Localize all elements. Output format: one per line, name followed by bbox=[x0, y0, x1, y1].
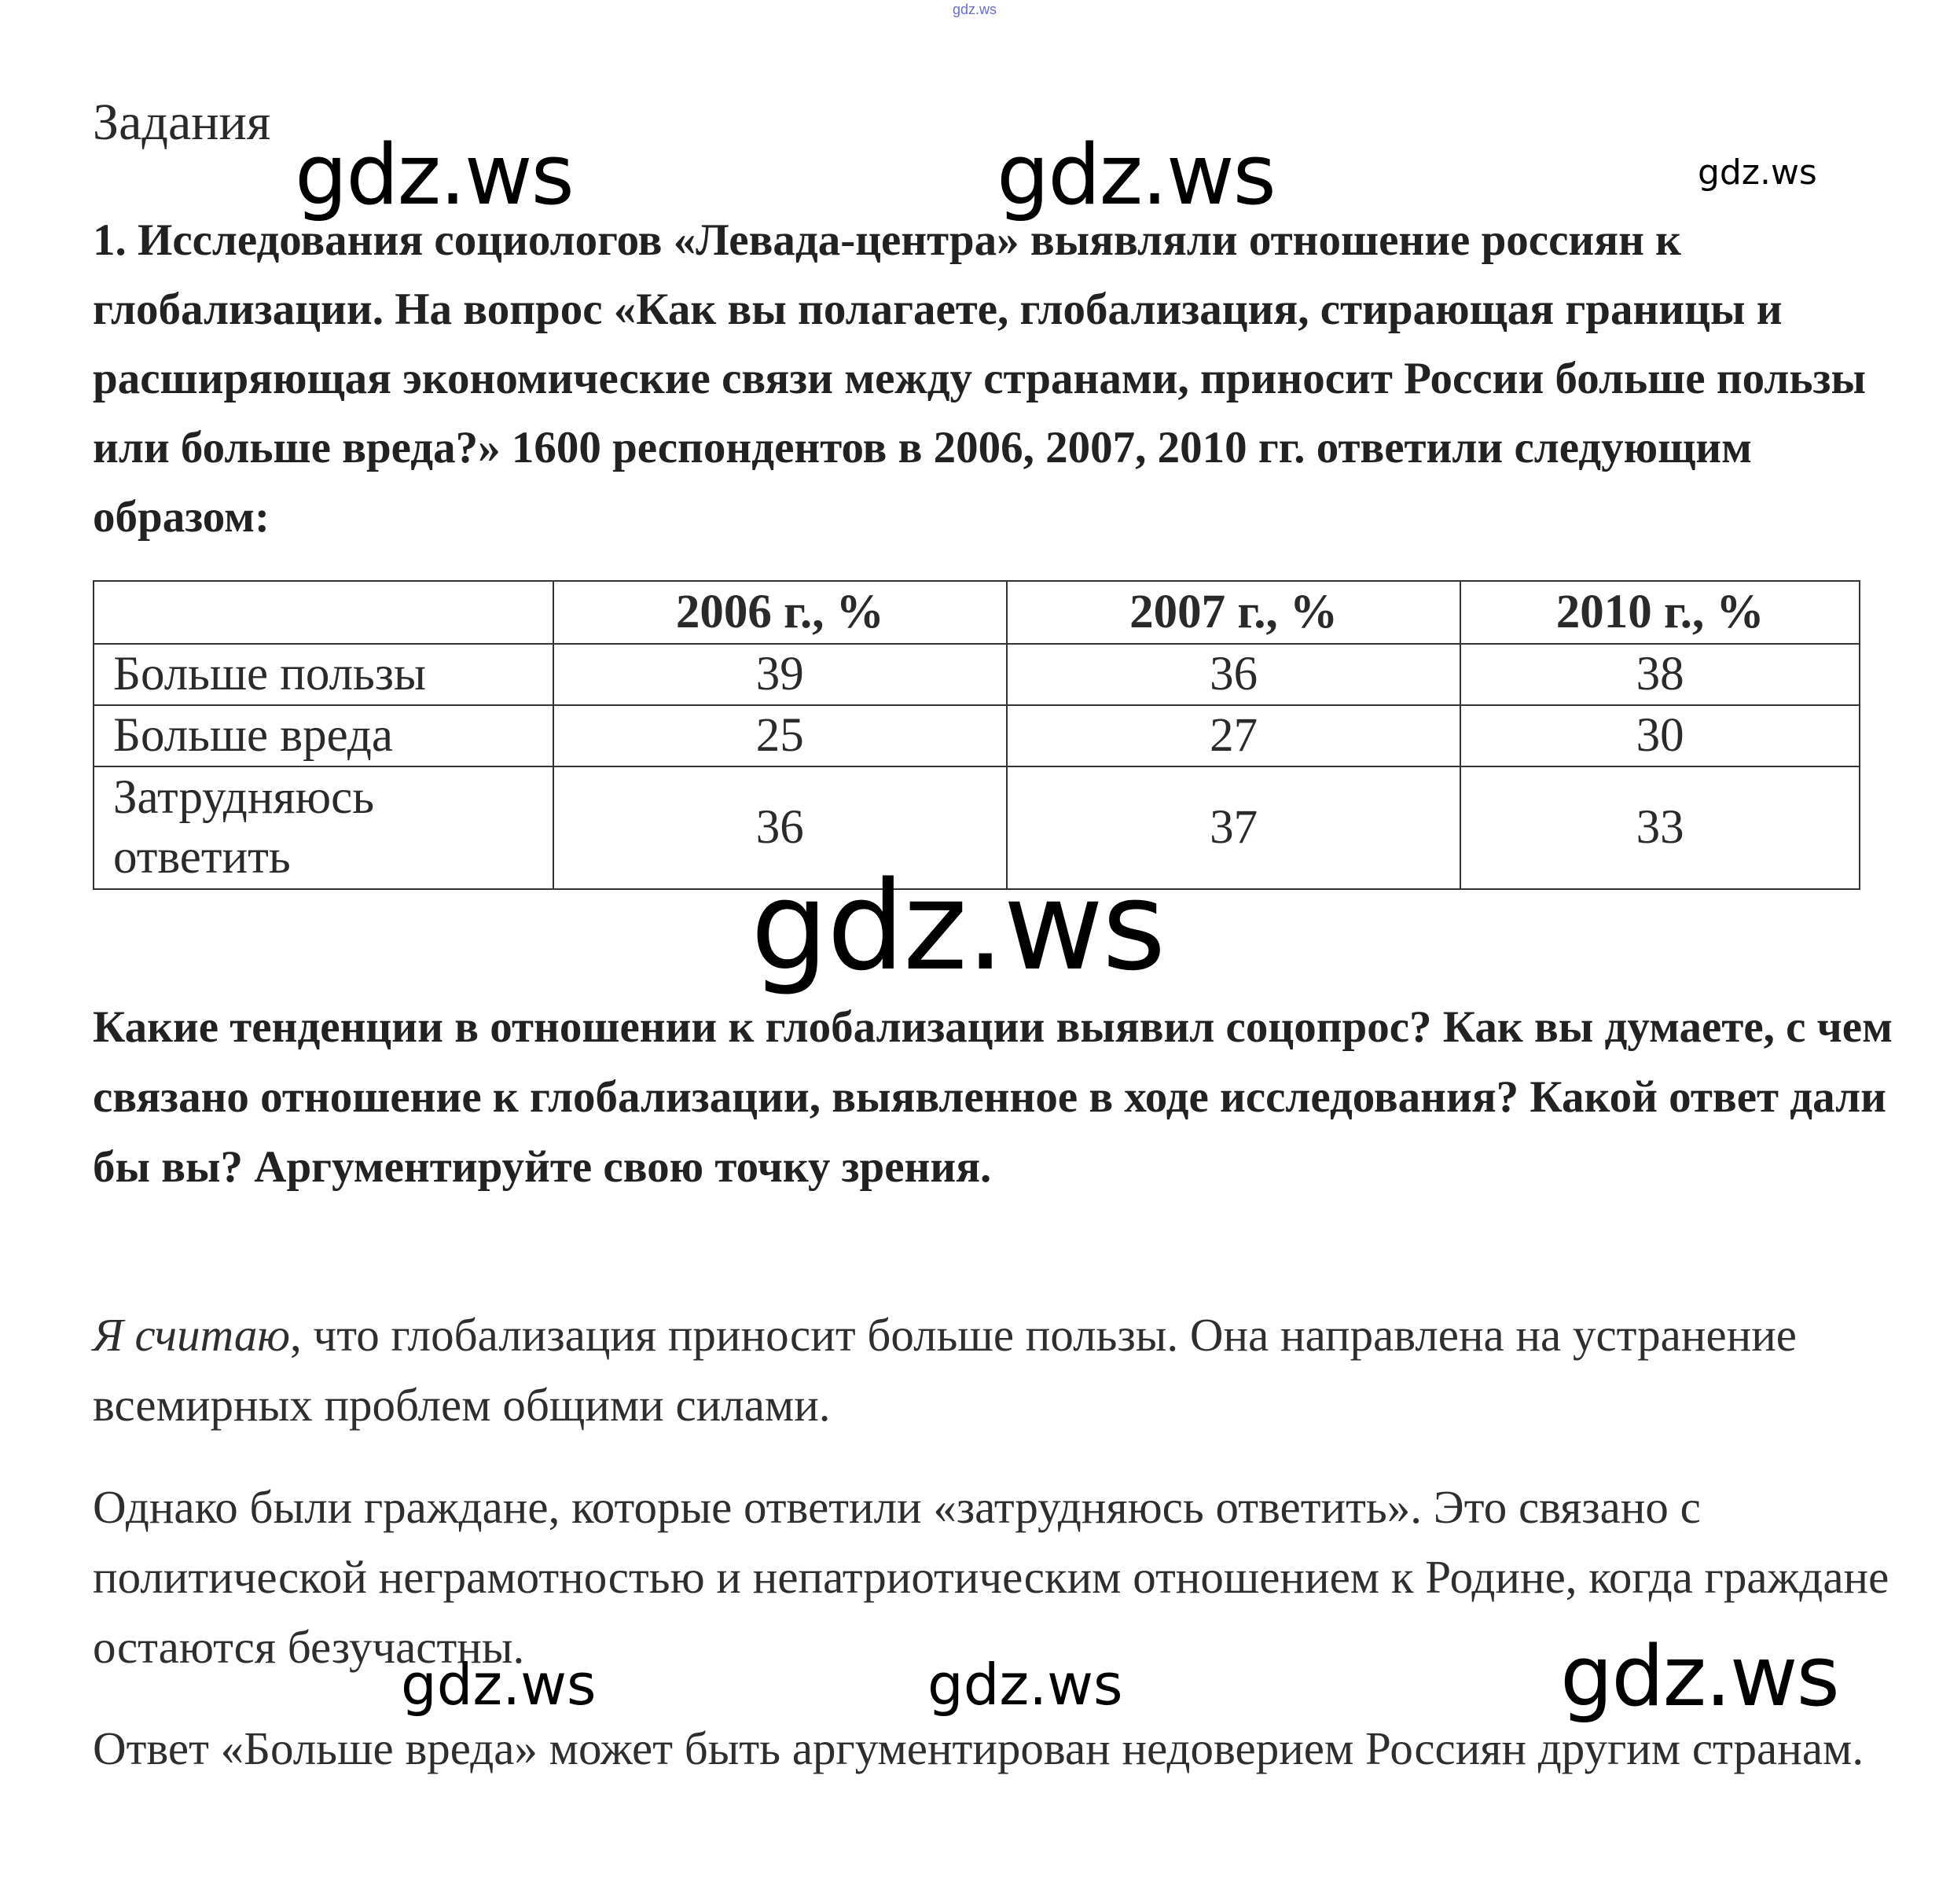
watermark: gdz.ws bbox=[751, 855, 1165, 998]
top-watermark: gdz.ws bbox=[953, 2, 997, 17]
table-cell: 38 bbox=[1460, 644, 1860, 705]
table-row bbox=[94, 705, 1860, 766]
table-header-cell: 2010 г., % bbox=[1460, 581, 1860, 644]
row-label: Больше вреда bbox=[94, 705, 553, 766]
table-cell: 33 bbox=[1460, 766, 1860, 889]
watermark: gdz.ws bbox=[295, 127, 573, 223]
survey-table bbox=[93, 580, 1860, 890]
table-cell: 39 bbox=[553, 644, 1007, 705]
watermark: gdz.ws bbox=[927, 1652, 1123, 1718]
watermark: gdz.ws bbox=[401, 1652, 597, 1718]
task-question: 1. Исследования социологов «Левада-центра» выявляли отношение россиян к глобализации. На вопрос «Как вы полагаете, глобализация, стирающая границы и расширяющая экономические связи между странами, приносит России больше пользы или больше вреда?» 1600 респондентов в 2006, 2007, 2010 гг. ответили следующим образом: bbox=[93, 215, 1866, 542]
table-header-row bbox=[94, 581, 1860, 644]
table-cell: 37 bbox=[1007, 766, 1460, 889]
section-heading: Задания bbox=[93, 94, 271, 151]
watermark: gdz.ws bbox=[997, 127, 1275, 223]
answer-text: , что глобализация приносит больше пользы. Она направлена на устранение всемирных проблем общими силами. bbox=[93, 1309, 1797, 1431]
answer-paragraph-2: Однако были граждане, которые ответили «затрудняюсь ответить». Это связано с политической неграмотностью и непатриотическим отношением к Родине, когда граждане остаются безучастны. bbox=[93, 1481, 1889, 1673]
table-header-cell: 2007 г., % bbox=[1007, 581, 1460, 644]
table-cell: 30 bbox=[1460, 705, 1860, 766]
answer-lead: Я считаю bbox=[93, 1309, 291, 1361]
table-cell: 36 bbox=[553, 766, 1007, 889]
table-cell: 25 bbox=[553, 705, 1007, 766]
watermark: gdz.ws bbox=[1698, 153, 1817, 193]
answer-paragraph-3: Ответ «Больше вреда» может быть аргументирован недоверием Россиян другим странам. bbox=[93, 1722, 1864, 1774]
row-label: Больше пользы bbox=[94, 644, 553, 705]
table-cell: 27 bbox=[1007, 705, 1460, 766]
table-row bbox=[94, 644, 1860, 705]
answer-paragraph-1 bbox=[93, 1300, 1916, 1440]
row-label: Затрудняюсь ответить bbox=[94, 766, 553, 889]
discussion-question: Какие тенденции в отношении к глобализации выявил соцопрос? Как вы думаете, с чем связано отношение к глобализации, выявленное в ходе исследования? Какой ответ дали бы вы? Аргументируйте свою точку зрения. bbox=[93, 1002, 1893, 1192]
table-header-cell bbox=[94, 581, 553, 644]
table-header-cell: 2006 г., % bbox=[553, 581, 1007, 644]
watermark: gdz.ws bbox=[1560, 1628, 1838, 1725]
table-cell: 36 bbox=[1007, 644, 1460, 705]
